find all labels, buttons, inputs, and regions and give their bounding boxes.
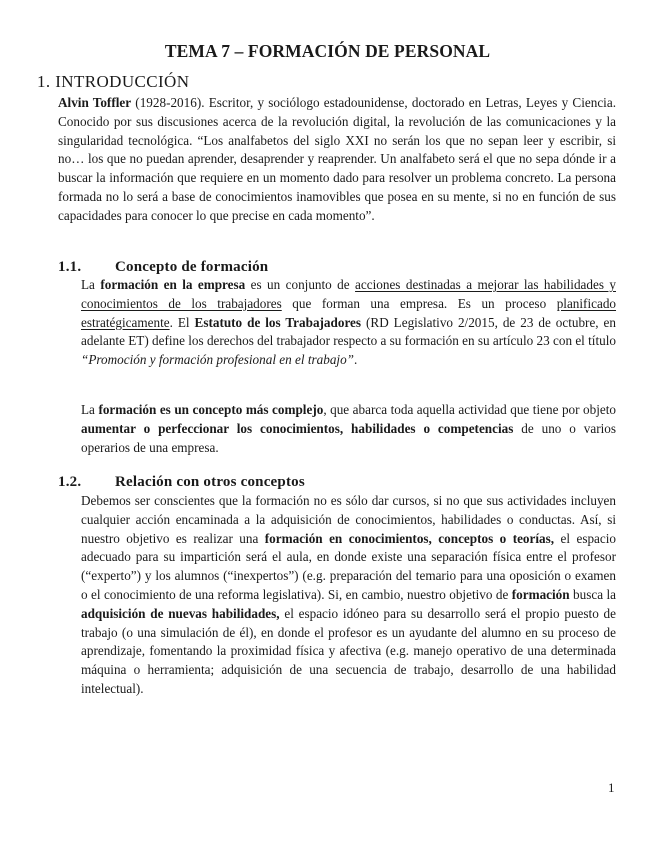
bold-run: Estatuto de los Trabajadores (194, 314, 362, 330)
intro-paragraph (58, 94, 616, 226)
relacion-paragraph (81, 492, 616, 699)
page-number: 1 (608, 780, 615, 795)
bold-run: aumentar o perfeccionar los conocimientos, habilidades o competencias (81, 420, 514, 436)
concepto-paragraph-1 (81, 276, 616, 370)
text-run: el espacio idóneo para su desarrollo será el propio puesto de trabajo (o una simulación de él), en donde el profesor es un ayudante del alumno en su proceso de aprendizaje, fomentando la proximidad física y afectiva (e.g. manejo operativo de una determinada máquina o herramienta; adquisición de una secuencia de trabajo, desarrollo de una habilidad intelectual). (81, 605, 616, 696)
text-run: . El (169, 314, 195, 330)
subsection-title: Relación con otros conceptos (115, 474, 305, 490)
text-run: (RD Legislativo 2/2015, de 23 de octubre, en adelante ET) define los derechos del trabajador respecto a su formación en su artículo 23 con el título (81, 314, 616, 349)
text-run: La (81, 277, 101, 292)
concepto-paragraph-2 (81, 401, 616, 457)
text-run: La (81, 402, 99, 417)
bold-run: adquisición de nuevas habilidades, (81, 605, 280, 621)
text-run: el espacio adecuado para su impartición será el aula, en donde existe una separación física entre el profesor (“experto”) y los alumnos (“inexpertos”) (e.g. preparación del temario para una oposición o examen o el conocimiento de una reforma legislativa). Si, en cambio, nuestro objetivo de (81, 530, 617, 602)
subsection-number: 1.1. (58, 259, 82, 275)
bold-run: formación es un concepto más complejo (98, 402, 324, 417)
underlined-run: acciones destinadas a mejorar las habilidades y conocimientos de los trabajadores (81, 277, 616, 311)
text-run: es un conjunto de (245, 277, 356, 292)
text-run: que forman una empresa. Es un proceso (281, 295, 557, 311)
text-run: . (354, 352, 358, 368)
text-run: busca la (569, 586, 616, 602)
italic-run: “Promoción y formación profesional en el trabajo” (81, 352, 355, 368)
subsection-title: Concepto de formación (115, 259, 269, 275)
subsection-heading-concepto (58, 259, 268, 276)
bold-run: formación en la empresa (100, 277, 246, 292)
text-run: , que abarca toda aquella actividad que tiene por objeto (323, 402, 616, 417)
subsection-number: 1.2. (58, 474, 82, 490)
bold-run: formación (511, 586, 570, 602)
text-run: de uno o varios operarios de una empresa. (81, 420, 616, 455)
underlined-run: planificado estratégicamente (81, 295, 617, 330)
bold-run: formación en conocimientos, conceptos o teorías, (264, 530, 555, 546)
text-run: Debemos ser conscientes que la formación no es sólo dar cursos, si no que sus actividades incluyen cualquier acción encaminada a la adquisición de conocimientos, habilidades o conductas. Así, si nuestro objetivo es realizar una (81, 493, 616, 546)
author-name: Alvin Toffler (58, 95, 132, 110)
section-heading-introduccion: 1. INTRODUCCIÓN (37, 72, 190, 91)
subsection-heading-relacion (58, 474, 305, 491)
intro-text: (1928-2016). Escritor, y sociólogo estadounidense, doctorado en Letras, Leyes y Ciencia. Conocido por sus discusiones acerca de la revolución digital, la revolución de las comunicaciones y la singularidad tecnológica. “Los analfabetos del siglo XXI no serán los que no sepan leer y escribir, si no… los que no puedan aprender, desaprender y reaprender. Un analfabeto será el que no sepa dónde ir a buscar la información que requiere en un momento dado para resolver un problema concreto. La persona formada no lo será a base de conocimientos inamovibles que posea en su mente, si no en función de sus capacidades para conocer lo que precise en cada momento”. (58, 95, 616, 223)
page-title: TEMA 7 – FORMACIÓN DE PERSONAL (164, 41, 491, 61)
